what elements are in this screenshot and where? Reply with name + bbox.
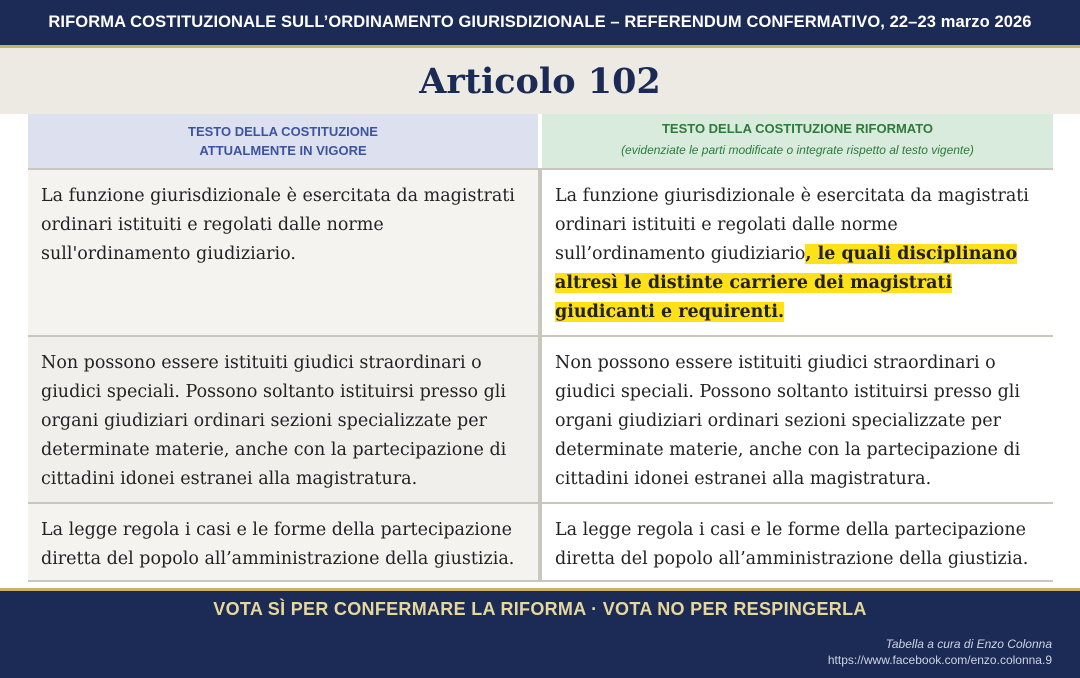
credit-block [828, 636, 1052, 668]
left-header-line1: TESTO DELLA COSTITUZIONE [188, 124, 378, 139]
credit-author: Tabella a cura di Enzo Colonna [885, 637, 1052, 651]
title-band [0, 48, 1080, 114]
row1-right-cell [542, 170, 1053, 335]
left-column-header [28, 114, 538, 168]
row3-right-cell [542, 504, 1053, 580]
row3-right-text: La legge regola i casi e le forme della partecipazione diretta del popolo all’amministrazione della giustizia. [555, 520, 1029, 569]
row2-left-cell [28, 337, 538, 502]
banner-text: RIFORMA COSTITUZIONALE SULL’ORDINAMENTO GIURISDIZIONALE – REFERENDUM CONFERMATIVO, 22–23 marzo 2026 [48, 13, 1032, 31]
page-title: Articolo 102 [419, 60, 661, 102]
right-header-title: TESTO DELLA COSTITUZIONE RIFORMATO [661, 121, 934, 136]
right-column-header [542, 114, 1053, 168]
row1-left-text: La funzione giurisdizionale è esercitata da magistrati ordinari istituiti e regolati dalle norme sull'ordinamento giudiziario. [41, 186, 515, 264]
credit-link[interactable]: https://www.facebook.com/enzo.colonna.9 [827, 653, 1052, 667]
top-banner [0, 0, 1080, 48]
row3-left-text: La legge regola i casi e le forme della partecipazione diretta del popolo all’amministrazione della giustizia. [41, 520, 515, 569]
column-divider [538, 168, 542, 582]
row1-left-cell [28, 170, 538, 335]
left-header-line2: ATTUALMENTE IN VIGORE [199, 143, 367, 158]
row2-left-text: Non possono essere istituiti giudici straordinari o giudici speciali. Possono soltanto istituirsi presso gli organi giudiziari ordinari sezioni specializzate per determinate materie, anche con la partecipazione di cittadini idonei estranei alla magistratura. [41, 353, 507, 489]
row2-right-cell [542, 337, 1053, 502]
row1-right-text: La funzione giurisdizionale è esercitata da magistrati ordinari istituiti e regolati dalle norme sull’ordinamento giudiziario [555, 186, 1029, 264]
row2-right-text: Non possono essere istituiti giudici straordinari o giudici speciali. Possono soltanto istituirsi presso gli organi giudiziari ordinari sezioni specializzate per determinate materie, anche con la partecipazione di cittadini idonei estranei alla magistratura. [555, 353, 1021, 489]
vote-message: VOTA SÌ PER CONFERMARE LA RIFORMA · VOTA NO PER RESPINGERLA [213, 599, 867, 619]
footer-bar [0, 588, 1080, 678]
row1-right-highlight: , le quali disciplinano altresì le distinte carriere dei magistrati giudicanti e requirenti. [555, 244, 1018, 322]
row3-left-cell [28, 504, 538, 580]
right-header-subtitle: (evidenziate le parti modificate o integrate rispetto al testo vigente) [621, 143, 974, 157]
